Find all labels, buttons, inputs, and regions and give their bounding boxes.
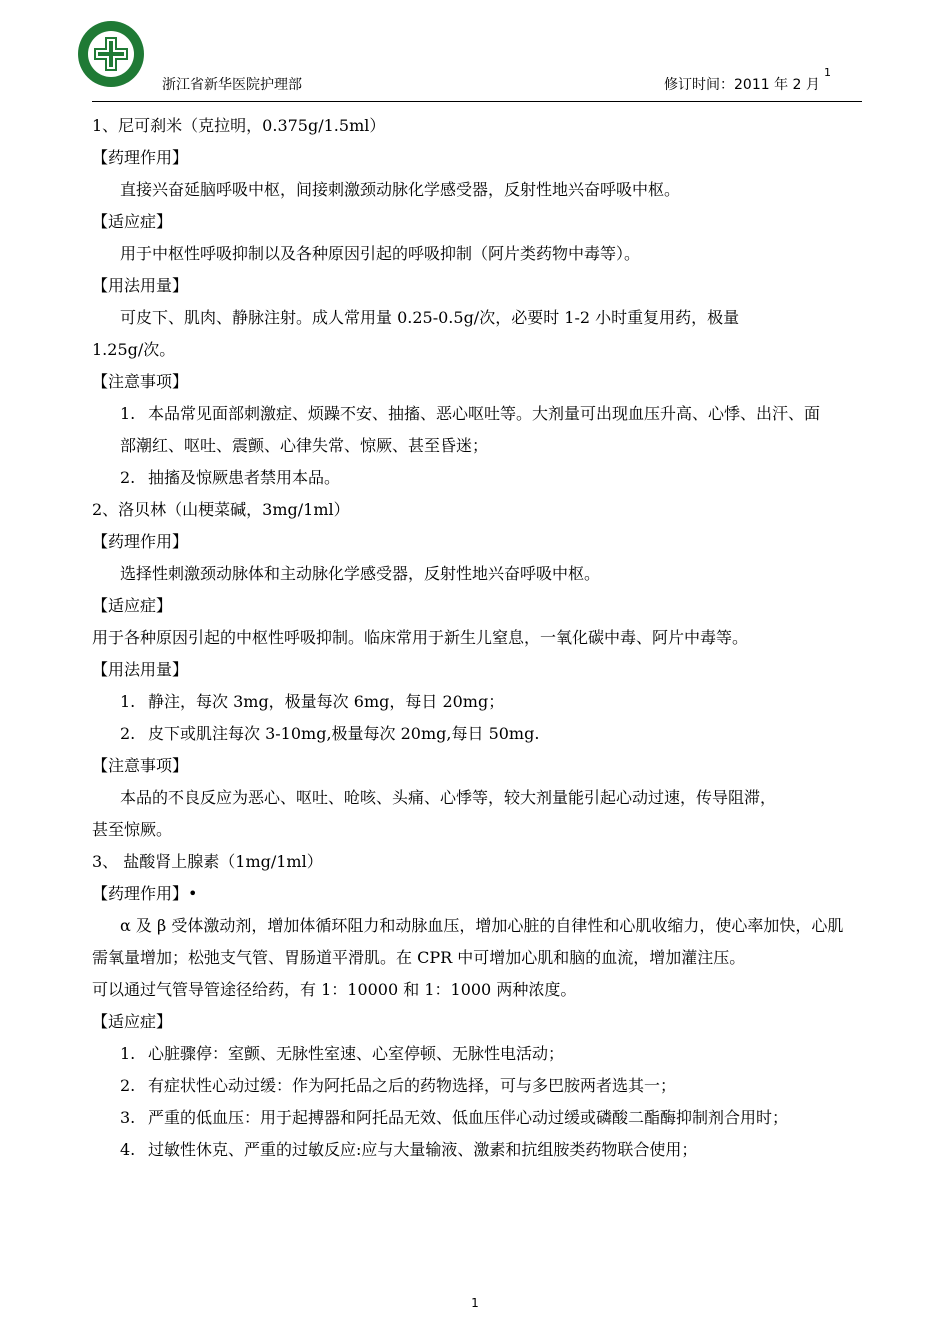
paragraph-continuation: 甚至惊厥。 [92, 820, 173, 839]
paragraph: α 及 β 受体激动剂，增加体循环阻力和动脉血压，增加心脏的自律性和心肌收缩力，使心率加快，心肌 [120, 916, 844, 935]
section-heading: 【用法用量】 [92, 276, 189, 295]
list-item [92, 686, 862, 718]
list-text: 心脏骤停：室颤、无脉性室速、心室停顿、无脉性电活动； [148, 1044, 565, 1063]
list-number: 1. [120, 404, 136, 423]
list-number: 2. [120, 1076, 136, 1095]
list-number: 4. [120, 1140, 136, 1159]
section-heading: 【适应症】 [92, 1012, 173, 1031]
list-item [92, 462, 862, 494]
list-text: 严重的低血压：用于起搏器和阿托品无效、低血压伴心动过缓或磷酸二酯酶抑制剂合用时； [148, 1108, 789, 1127]
list-item [92, 1134, 862, 1166]
hospital-logo [76, 19, 146, 89]
list-text: 本品常见面部刺激症、烦躁不安、抽搐、恶心呕吐等。大剂量可出现血压升高、心悸、出汗、面 [148, 404, 821, 423]
page-header [0, 0, 950, 110]
list-item [92, 398, 862, 430]
section-heading: 【用法用量】 [92, 660, 189, 679]
section-heading: 【药理作用】• [92, 884, 198, 903]
list-text: 抽搐及惊厥患者禁用本品。 [148, 468, 341, 487]
list-text: 有症状性心动过缓：作为阿托品之后的药物选择，可与多巴胺两者选其一； [148, 1076, 677, 1095]
section-heading: 【注意事项】 [92, 372, 189, 391]
section-heading: 【药理作用】 [92, 148, 189, 167]
list-number: 2. [120, 468, 136, 487]
paragraph-continuation: 需氧量增加；松弛支气管、胃肠道平滑肌。在 CPR 中可增加心肌和脑的血流，增加灌注压。 [92, 948, 746, 967]
list-item [92, 1070, 862, 1102]
list-number: 2. [120, 724, 136, 743]
paragraph-continuation: 可以通过气管导管途径给药，有 1：10000 和 1：1000 两种浓度。 [92, 980, 577, 999]
section-heading: 【适应症】 [92, 212, 173, 231]
paragraph-continuation: 部潮红、呕吐、震颤、心律失常、惊厥、甚至昏迷； [120, 436, 489, 455]
list-text: 过敏性休克、严重的过敏反应:应与大量输液、激素和抗组胺类药物联合使用； [148, 1140, 698, 1159]
list-text: 皮下或肌注每次 3-10mg,极量每次 20mg,每日 50mg. [148, 724, 540, 743]
paragraph: 用于各种原因引起的中枢性呼吸抑制。临床常用于新生儿窒息，一氧化碳中毒、阿片中毒等。 [92, 628, 749, 647]
paragraph: 本品的不良反应为恶心、呕吐、呛咳、头痛、心悸等，较大剂量能引起心动过速，传导阻滞， [120, 788, 777, 807]
list-item [92, 1102, 862, 1134]
list-number: 3. [120, 1108, 136, 1127]
list-text: 静注，每次 3mg，极量每次 6mg，每日 20mg； [148, 692, 505, 711]
paragraph-continuation: 1.25g/次。 [92, 340, 176, 359]
drug-title: 3、 盐酸肾上腺素（1mg/1ml） [92, 852, 323, 871]
paragraph: 直接兴奋延脑呼吸中枢，间接刺激颈动脉化学感受器，反射性地兴奋呼吸中枢。 [120, 180, 681, 199]
list-item [92, 718, 862, 750]
list-number: 1. [120, 692, 136, 711]
paragraph: 用于中枢性呼吸抑制以及各种原因引起的呼吸抑制（阿片类药物中毒等）。 [120, 244, 641, 263]
organization-name: 浙江省新华医院护理部 [162, 77, 302, 93]
revision-date: 修订时间：2011 年 2 月 [664, 77, 820, 93]
header-superscript-number: 1 [824, 66, 831, 79]
paragraph: 选择性刺激颈动脉体和主动脉化学感受器，反射性地兴奋呼吸中枢。 [120, 564, 601, 583]
list-item [92, 1038, 862, 1070]
section-heading: 【注意事项】 [92, 756, 189, 775]
paragraph: 可皮下、肌肉、静脉注射。成人常用量 0.25-0.5g/次，必要时 1-2 小时重复用药，极量 [120, 308, 740, 327]
section-heading: 【适应症】 [92, 596, 173, 615]
section-heading: 【药理作用】 [92, 532, 189, 551]
document-body [92, 110, 862, 1166]
drug-title: 1、尼可刹米（克拉明，0.375g/1.5ml） [92, 116, 386, 135]
drug-title: 2、洛贝林（山梗菜碱，3mg/1ml） [92, 500, 350, 519]
list-number: 1. [120, 1044, 136, 1063]
header-rule [92, 101, 862, 102]
page-number: 1 [471, 1296, 479, 1310]
